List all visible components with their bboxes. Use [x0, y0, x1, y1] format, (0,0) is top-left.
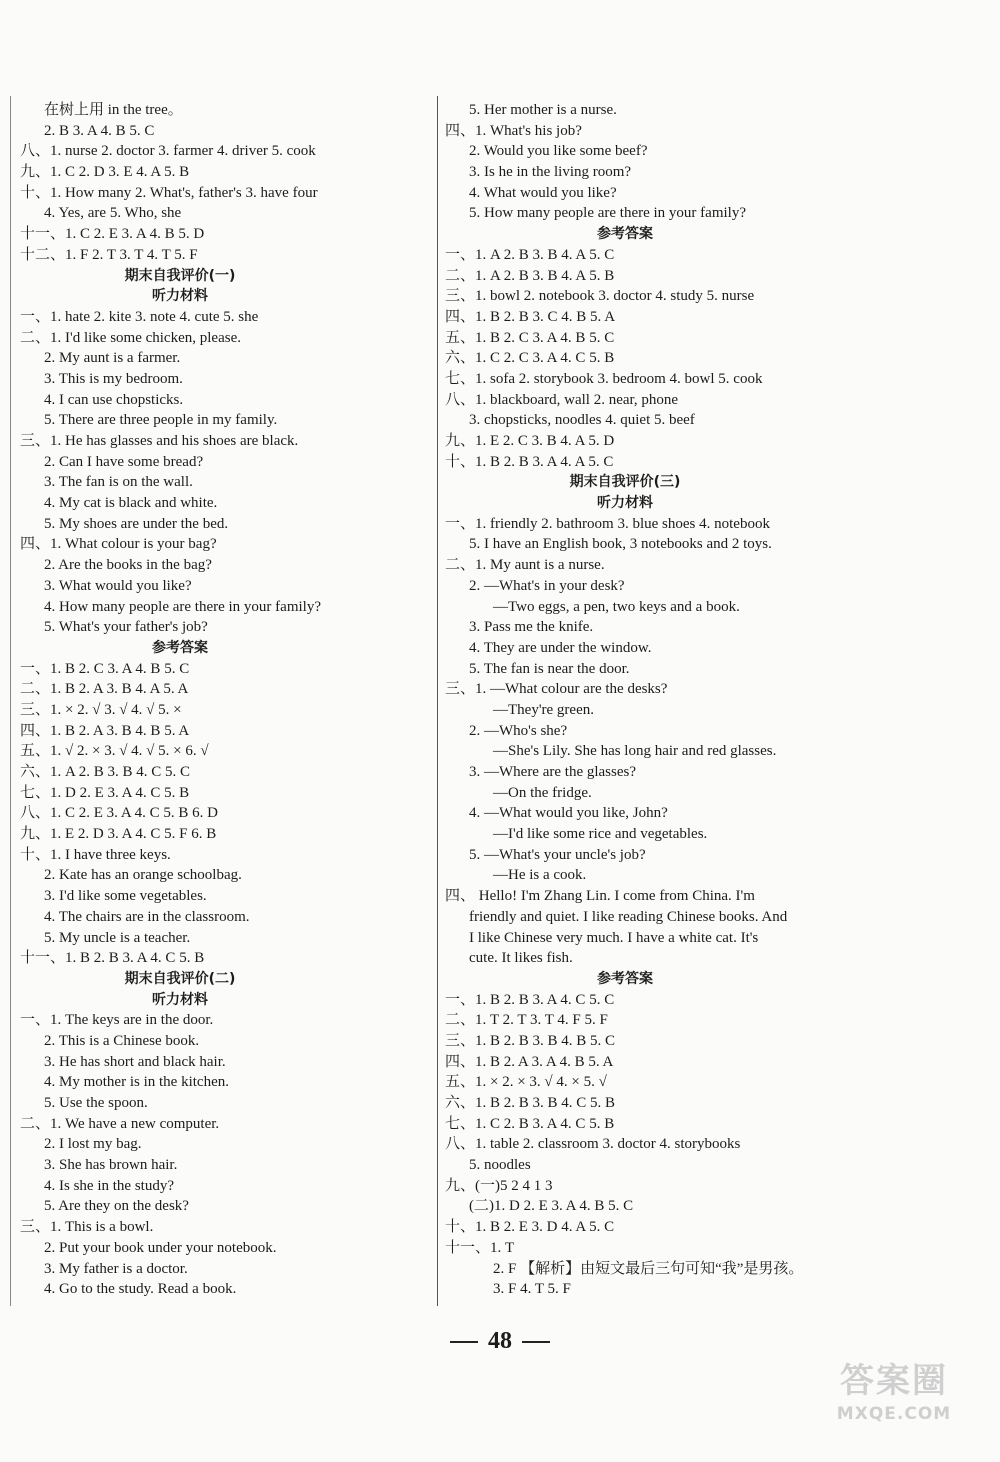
answer-line: 5. Her mother is a nurse. — [469, 102, 617, 118]
answer-line: 四、1. What's his job? — [445, 122, 582, 139]
answer-line: 三、1. × 2. √ 3. √ 4. √ 5. × — [20, 701, 182, 718]
answer-line: 2. —Who's she? — [469, 722, 568, 739]
answer-line: —On the fridge. — [493, 784, 592, 801]
answer-line: 4. I can use chopsticks. — [44, 391, 184, 408]
answer-line: 3. chopsticks, noodles 4. quiet 5. beef — [469, 412, 695, 429]
answer-line: 3. —Where are the glasses? — [469, 764, 637, 780]
answer-line: 五、1. B 2. C 3. A 4. B 5. C — [445, 329, 615, 346]
answer-line: 4. The chairs are in the classroom. — [44, 908, 250, 925]
page-number — [0, 1328, 1000, 1355]
answer-line: 5. My uncle is a teacher. — [44, 929, 191, 946]
answer-line: 3. The fan is on the wall. — [44, 474, 193, 491]
answer-line: 4. My mother is in the kitchen. — [44, 1074, 229, 1091]
answer-line: 六、1. C 2. C 3. A 4. C 5. B — [445, 350, 615, 367]
answer-line: friendly and quiet. I like reading Chinese books. And — [469, 908, 788, 925]
answer-line: 一、1. B 2. B 3. A 4. C 5. C — [445, 991, 615, 1008]
section-heading: 参考答案 — [597, 970, 653, 987]
answer-line: 2. B 3. A 4. B 5. C — [44, 122, 155, 139]
answer-line: 5. —What's your uncle's job? — [469, 846, 646, 863]
answer-line: 4. My cat is black and white. — [44, 495, 218, 512]
answer-line: 2. Put your book under your notebook. — [44, 1239, 277, 1256]
answer-line: 二、1. We have a new computer. — [20, 1115, 220, 1132]
answer-line: 三、1. This is a bowl. — [20, 1219, 154, 1236]
answer-line: 3. F 4. T 5. F — [493, 1281, 571, 1298]
answer-line: 七、1. D 2. E 3. A 4. C 5. B — [20, 784, 190, 801]
answer-line: 八、1. C 2. E 3. A 4. C 5. B 6. D — [20, 805, 218, 822]
answer-line: (二)1. D 2. E 3. A 4. B 5. C — [469, 1198, 634, 1215]
answer-line: 3. Pass me the knife. — [469, 619, 594, 636]
answer-line: 四、 Hello! I'm Zhang Lin. I come from China. I'm — [445, 888, 755, 905]
answer-line: 三、1. bowl 2. notebook 3. doctor 4. study 5. nurse — [445, 288, 755, 305]
answer-line: 5. How many people are there in your family? — [469, 205, 746, 222]
answer-line: 2. Kate has an orange schoolbag. — [44, 867, 242, 884]
answer-line: 六、1. A 2. B 3. B 4. C 5. C — [20, 764, 191, 780]
answer-line: 十一、1. C 2. E 3. A 4. B 5. D — [20, 226, 205, 243]
answer-line: 十、1. I have three keys. — [20, 846, 171, 863]
answer-line: 七、1. sofa 2. storybook 3. bedroom 4. bowl 5. cook — [445, 370, 763, 387]
answer-line: 2. F 【解析】由短文最后三句可知“我”是男孩。 — [493, 1260, 804, 1277]
answer-line: 十一、1. B 2. B 3. A 4. C 5. B — [20, 950, 205, 967]
answer-line: 五、1. √ 2. × 3. √ 4. √ 5. × 6. √ — [20, 743, 209, 760]
answer-line: 二、1. A 2. B 3. B 4. A 5. B — [445, 267, 615, 284]
answer-line: 二、1. T 2. T 3. T 4. F 5. F — [445, 1012, 608, 1029]
answer-line: 3. He has short and black hair. — [44, 1053, 226, 1070]
answer-line: —They're green. — [493, 701, 594, 718]
answer-line: 3. Is he in the living room? — [469, 164, 632, 181]
section-heading: 听力材料 — [597, 495, 653, 512]
watermark-url-text: MXQE.COM — [836, 1404, 952, 1424]
answer-line: 4. What would you like? — [469, 184, 617, 201]
answer-line: 二、1. B 2. A 3. B 4. A 5. A — [20, 681, 189, 698]
answer-line: 4. Is she in the study? — [44, 1177, 174, 1194]
answer-line: 3. This is my bedroom. — [44, 370, 183, 387]
answer-line: 四、1. What colour is your bag? — [20, 536, 217, 553]
section-heading: 听力材料 — [152, 991, 208, 1008]
answer-line: 一、1. B 2. C 3. A 4. B 5. C — [20, 660, 190, 677]
answer-line: 4. They are under the window. — [469, 639, 652, 656]
answer-line: 一、1. hate 2. kite 3. note 4. cute 5. she — [20, 308, 259, 325]
answer-line: 一、1. A 2. B 3. B 4. A 5. C — [445, 246, 615, 263]
answer-line: 十、1. B 2. B 3. A 4. A 5. C — [445, 453, 614, 470]
answer-line: 2. This is a Chinese book. — [44, 1032, 200, 1049]
answer-line: —He is a cook. — [493, 867, 587, 884]
answer-line: 十、1. How many 2. What's, father's 3. have four — [20, 184, 318, 201]
answer-line: 一、1. friendly 2. bathroom 3. blue shoes 4. notebook — [445, 515, 770, 532]
answer-line: 5. I have an English book, 3 notebooks and 2 toys. — [469, 536, 772, 553]
answer-line: 三、1. He has glasses and his shoes are black. — [20, 433, 299, 449]
column-divider — [437, 96, 438, 1306]
section-heading: 期末自我评价(一) — [124, 267, 236, 284]
answer-line: I like Chinese very much. I have a white cat. It's — [469, 929, 759, 946]
answer-line: 5. What's your father's job? — [44, 619, 208, 636]
answer-line: 5. Use the spoon. — [44, 1095, 148, 1111]
answer-line: 八、1. nurse 2. doctor 3. farmer 4. driver 5. cook — [20, 143, 316, 160]
answer-line: 十一、1. T — [445, 1239, 515, 1256]
answer-line: 四、1. B 2. A 3. A 4. B 5. A — [445, 1053, 614, 1070]
answer-line: 2. Can I have some bread? — [44, 453, 204, 470]
answer-line: 四、1. B 2. A 3. B 4. B 5. A — [20, 722, 190, 739]
answer-line: 九、1. E 2. D 3. A 4. C 5. F 6. B — [20, 826, 217, 843]
answer-line: 二、1. My aunt is a nurse. — [445, 557, 605, 574]
section-heading: 听力材料 — [152, 288, 208, 305]
answer-line: 十、1. B 2. E 3. D 4. A 5. C — [445, 1219, 615, 1236]
answer-line: 二、1. I'd like some chicken, please. — [20, 329, 241, 346]
section-heading: 参考答案 — [597, 226, 653, 243]
answer-line: 3. She has brown hair. — [44, 1157, 178, 1174]
answer-line: 在树上用 in the tree。 — [44, 102, 183, 118]
watermark-logo — [814, 1358, 974, 1438]
answer-line: 九、1. E 2. C 3. B 4. A 5. D — [445, 433, 615, 449]
answer-line: 4. —What would you like, John? — [469, 805, 668, 822]
answer-line: 4. Go to the study. Read a book. — [44, 1281, 237, 1298]
section-heading: 参考答案 — [152, 639, 208, 656]
answer-line: 八、1. table 2. classroom 3. doctor 4. storybooks — [445, 1136, 741, 1153]
answer-line: 一、1. The keys are in the door. — [20, 1012, 214, 1029]
answer-line: 2. —What's in your desk? — [469, 577, 625, 594]
answer-line: 八、1. blackboard, wall 2. near, phone — [445, 391, 679, 408]
answer-line: 2. Are the books in the bag? — [44, 557, 212, 574]
answer-line: 十二、1. F 2. T 3. T 4. T 5. F — [20, 246, 198, 263]
watermark-main-text: 答案圈 — [840, 1361, 948, 1401]
answer-line: 2. Would you like some beef? — [469, 143, 648, 160]
answer-line: 七、1. C 2. B 3. A 4. C 5. B — [445, 1115, 615, 1132]
answer-line: 九、1. C 2. D 3. E 4. A 5. B — [20, 164, 190, 181]
right-column — [445, 100, 865, 1300]
answer-line: 五、1. × 2. × 3. √ 4. × 5. √ — [445, 1074, 607, 1091]
answer-line: 5. The fan is near the door. — [469, 660, 630, 677]
answer-line: 四、1. B 2. B 3. C 4. B 5. A — [445, 308, 616, 325]
answer-line: cute. It likes fish. — [469, 950, 573, 967]
answer-line: 5. My shoes are under the bed. — [44, 515, 229, 532]
left-column — [20, 100, 430, 1300]
page-number-text: 48 — [488, 1328, 512, 1354]
section-heading: 期末自我评价(三) — [569, 474, 681, 491]
answer-line: 5. There are three people in my family. — [44, 412, 278, 429]
answer-line: 5. Are they on the desk? — [44, 1198, 189, 1215]
answer-line: 3. What would you like? — [44, 577, 192, 594]
answer-line: —I'd like some rice and vegetables. — [493, 826, 708, 843]
answer-line: 六、1. B 2. B 3. B 4. C 5. B — [445, 1095, 616, 1111]
answer-line: 三、1. B 2. B 3. B 4. B 5. C — [445, 1032, 616, 1049]
answer-line: 2. I lost my bag. — [44, 1136, 142, 1153]
answer-line: —She's Lily. She has long hair and red glasses. — [493, 743, 777, 760]
answer-line: 4. Yes, are 5. Who, she — [44, 205, 182, 222]
answer-line: 3. I'd like some vegetables. — [44, 888, 207, 905]
answer-line: 5. noodles — [469, 1157, 531, 1174]
answer-line: 3. My father is a doctor. — [44, 1260, 188, 1277]
answer-line: 2. My aunt is a farmer. — [44, 350, 181, 367]
answer-line: 三、1. —What colour are the desks? — [445, 681, 668, 698]
section-heading: 期末自我评价(二) — [124, 970, 236, 987]
answer-line: 4. How many people are there in your family? — [44, 598, 321, 615]
answer-line: 九、(一)5 2 4 1 3 — [445, 1177, 553, 1194]
page-edge-line — [10, 96, 11, 1306]
answer-line: —Two eggs, a pen, two keys and a book. — [493, 598, 740, 615]
